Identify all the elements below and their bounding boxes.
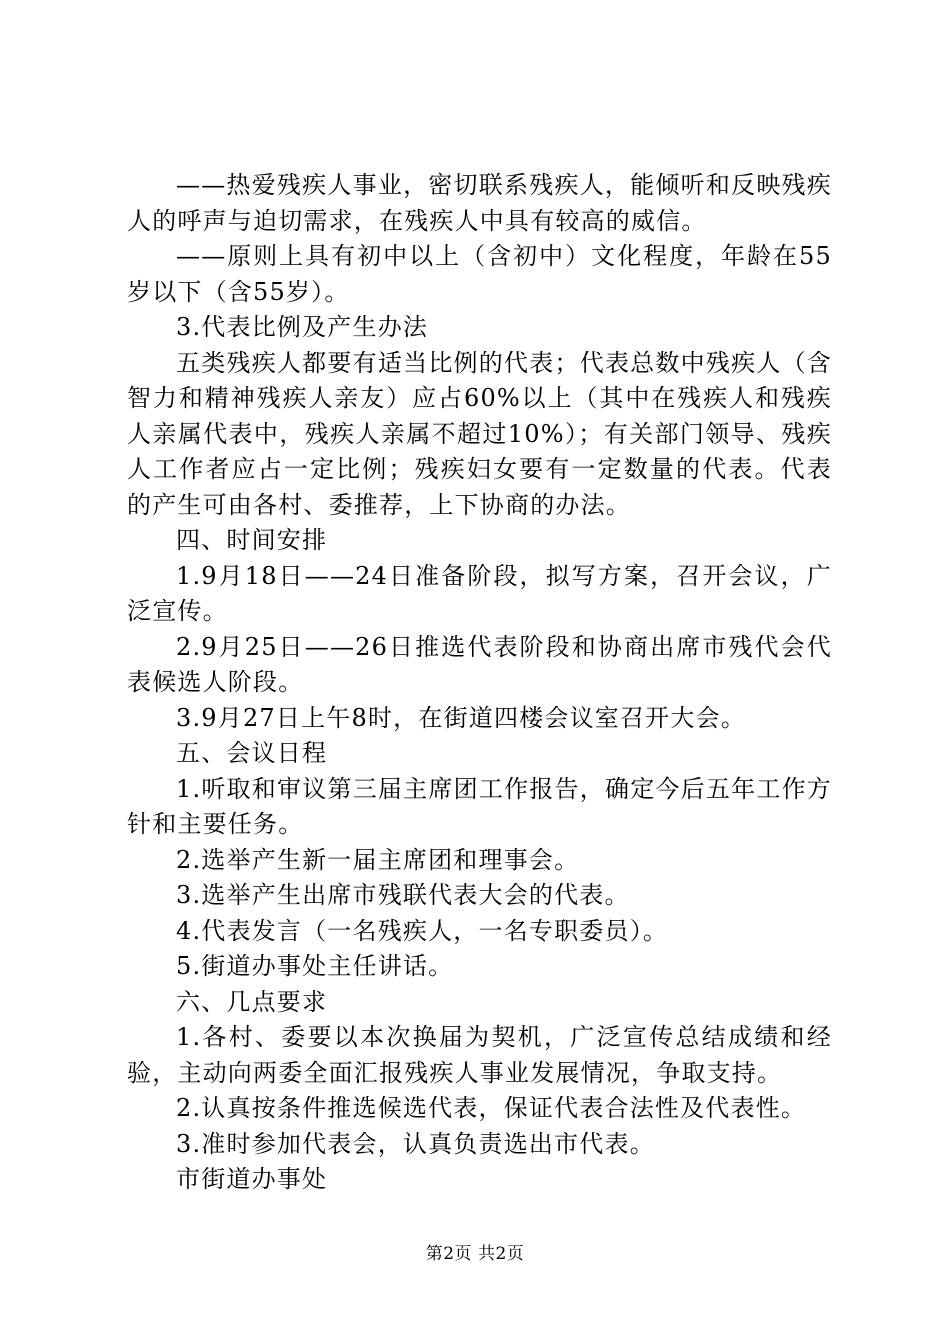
paragraph-requirement-publicity: 1.各村、委要以本次换届为契机，广泛宣传总结成绩和经验，主动向两委全面汇报残疾人事业发展情况，争取支持。 bbox=[127, 1023, 832, 1087]
document-body bbox=[127, 168, 832, 1198]
section-heading-agenda: 五、会议日程 bbox=[176, 739, 328, 767]
paragraph-agenda-speeches: 4.代表发言（一名残疾人，一名专职委员）。 bbox=[176, 916, 669, 945]
paragraph-schedule-nomination: 2.9月25日——26日推选代表阶段和协商出席市残代会代表候选人阶段。 bbox=[127, 632, 832, 696]
paragraph-agenda-report: 1.听取和审议第三届主席团工作报告，确定今后五年工作方针和主要任务。 bbox=[127, 774, 832, 838]
paragraph-agenda-election-delegates: 3.选举产生出席市残联代表大会的代表。 bbox=[176, 881, 630, 909]
paragraph-representative-ratio: 五类残疾人都要有适当比例的代表；代表总数中残疾人（含智力和精神残疾人亲友）应占60%以上（其中在残疾人和残疾人亲属代表中，残疾人亲属不超过10%）；有关部门领导、残疾人工作者应占一定比例；残疾妇女要有一定数量的代表。代表的产生可由各村、委推荐，上下协商的办法。 bbox=[127, 348, 832, 519]
section-heading-schedule: 四、时间安排 bbox=[176, 526, 328, 554]
paragraph-requirement-education: ——原则上具有初中以上（含初中）文化程度，年龄在55岁以下（含55岁）。 bbox=[127, 242, 832, 306]
paragraph-agenda-election-board: 2.选举产生新一届主席团和理事会。 bbox=[176, 845, 580, 874]
paragraph-requirement-nomination: 2.认真按条件推选候选代表，保证代表合法性及代表性。 bbox=[176, 1094, 807, 1122]
paragraph-schedule-preparation: 1.9月18日——24日准备阶段，拟写方案，召开会议，广泛宣传。 bbox=[127, 561, 832, 625]
paragraph-agenda-director-speech: 5.街道办事处主任讲话。 bbox=[176, 952, 454, 980]
paragraph-requirement-attendance: 3.准时参加代表会，认真负责选出市代表。 bbox=[176, 1129, 655, 1158]
paragraph-requirement-care: ——热爱残疾人事业，密切联系残疾人，能倾听和反映残疾人的呼声与迫切需求，在残疾人中具有较高的威信。 bbox=[127, 171, 832, 235]
paragraph-schedule-meeting: 3.9月27日上午8时，在街道四楼会议室召开大会。 bbox=[176, 703, 746, 732]
page-footer: 第2页 共2页 bbox=[425, 1244, 525, 1264]
section-heading-requirements: 六、几点要求 bbox=[176, 987, 328, 1016]
section-heading-representative-ratio: 3.代表比例及产生办法 bbox=[176, 313, 429, 341]
signature-issuer: 市街道办事处 bbox=[176, 1165, 328, 1193]
